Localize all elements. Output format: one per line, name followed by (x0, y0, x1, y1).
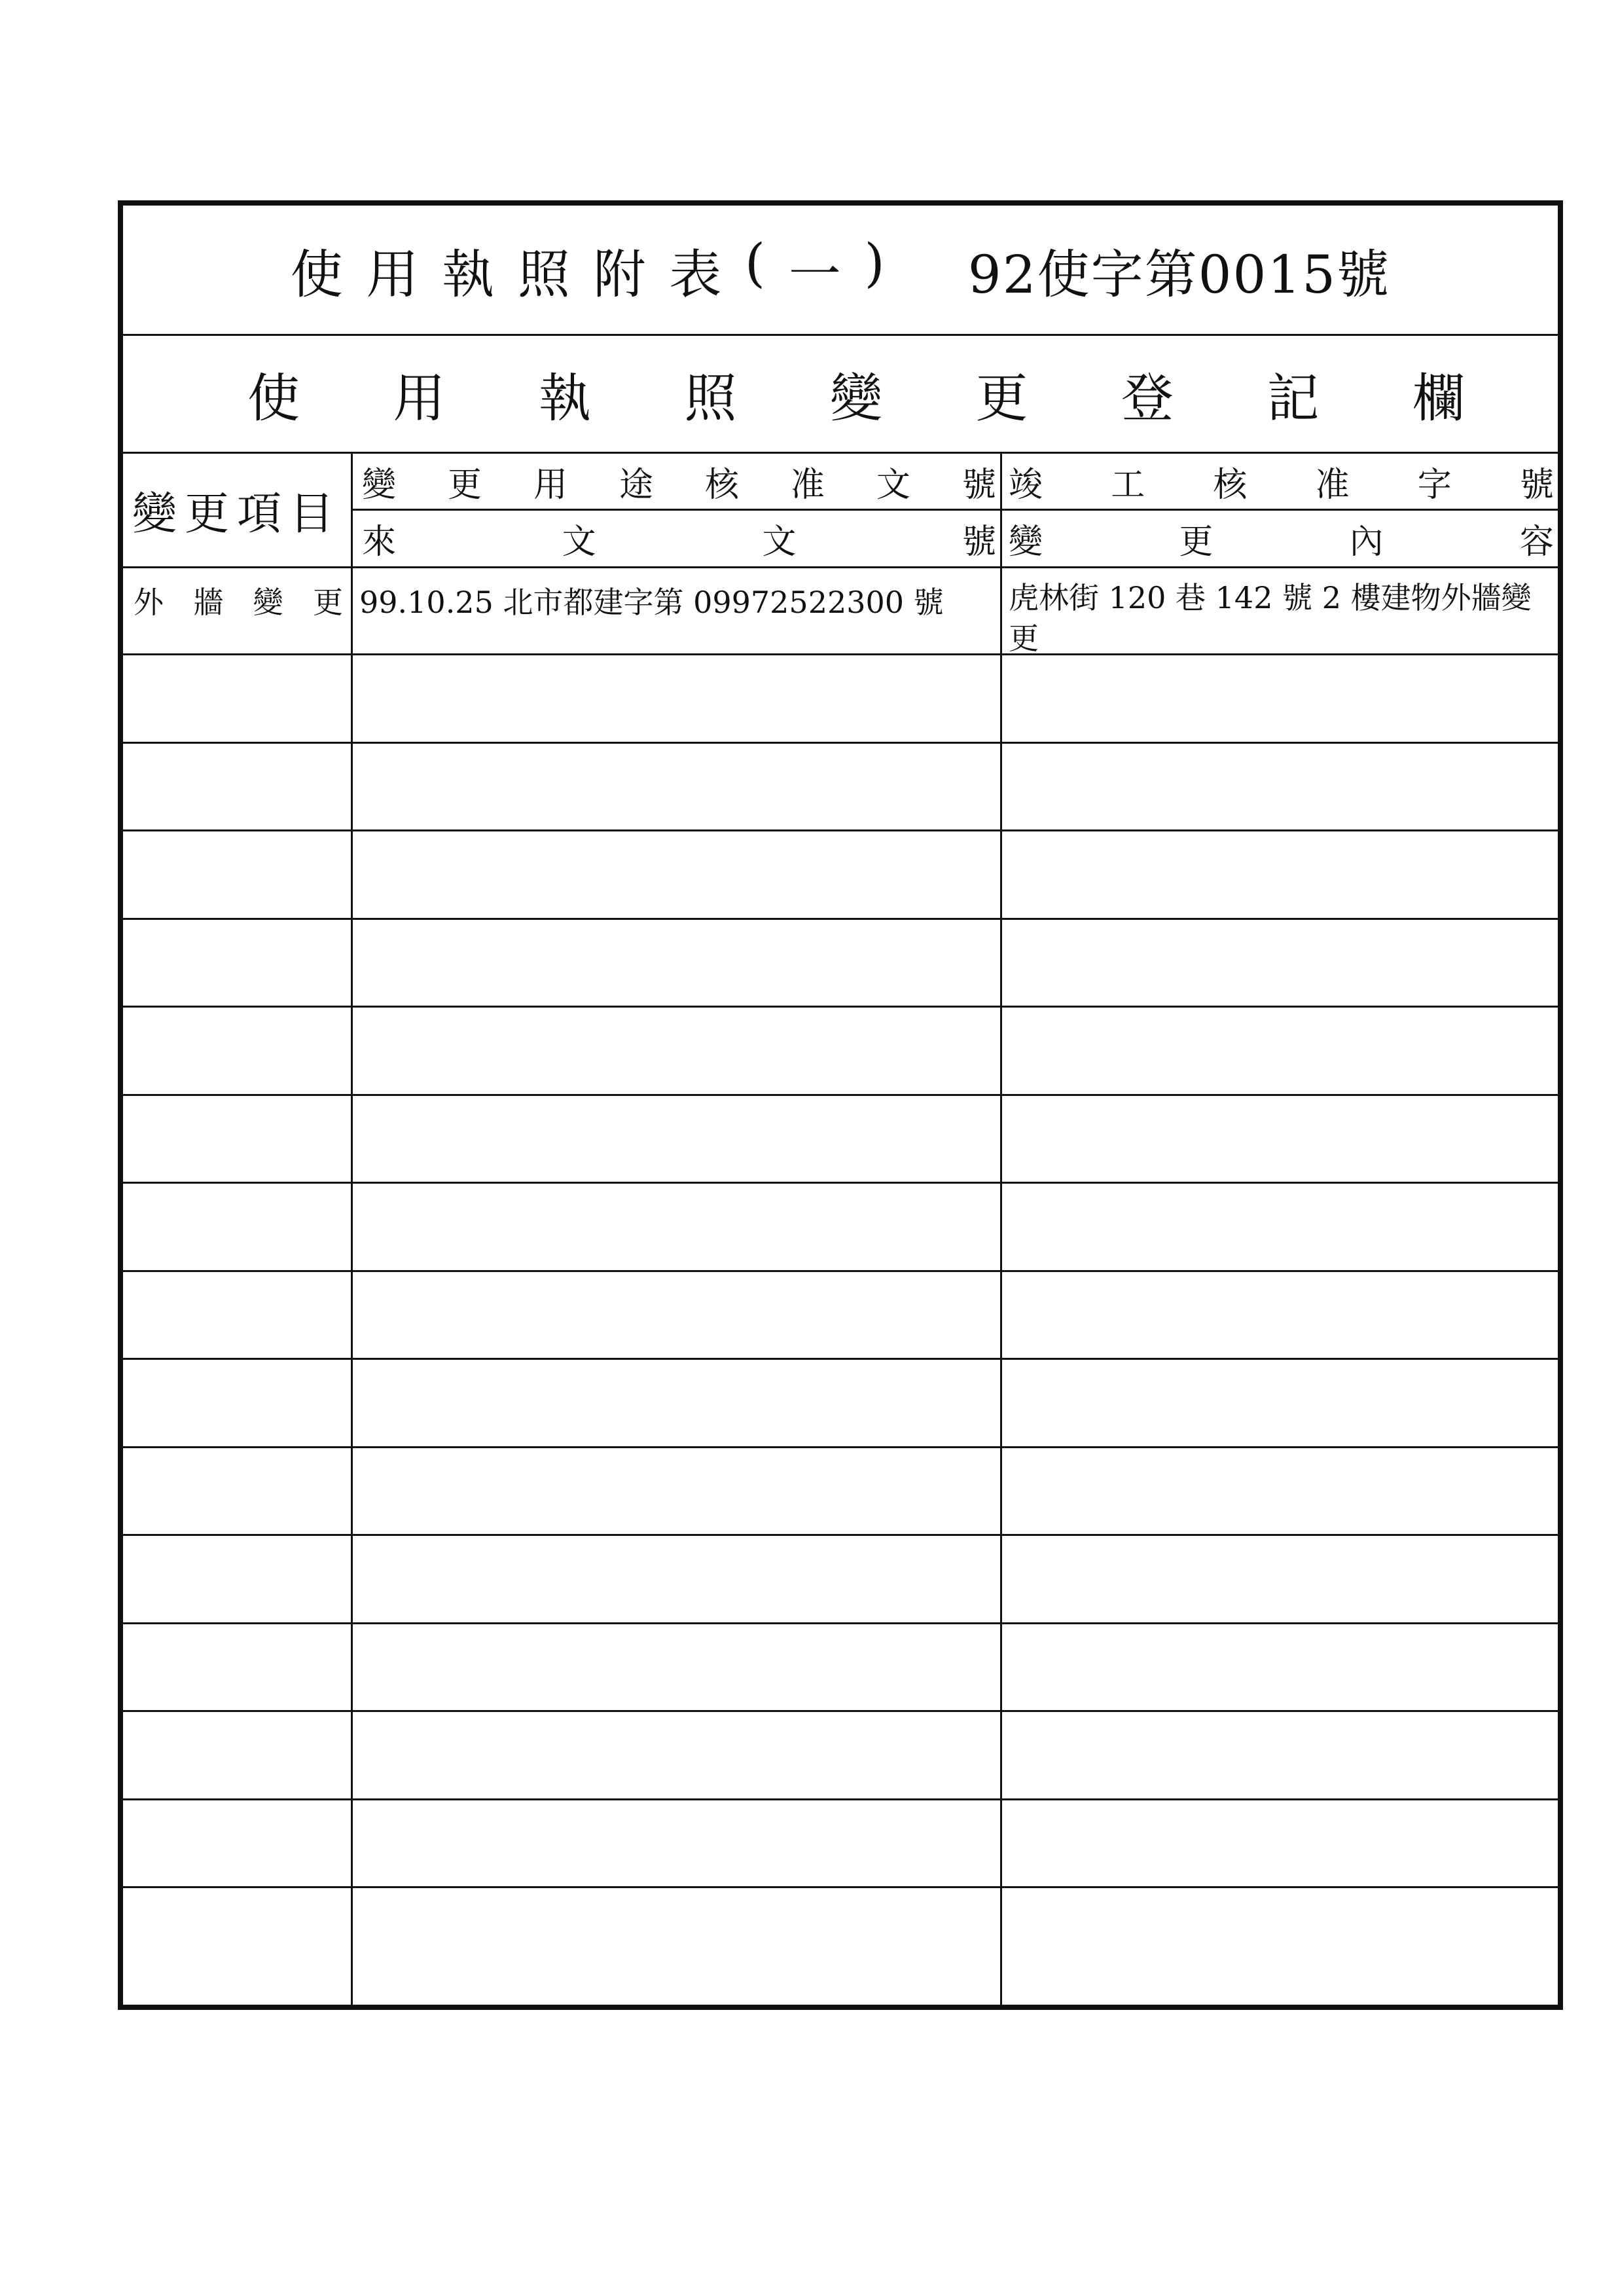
form-title (123, 206, 1558, 334)
header-change-content (1002, 511, 1558, 566)
row-1-document-number (353, 568, 1000, 653)
header-approval-number (353, 454, 1000, 509)
empty-row-divider (123, 1798, 1558, 1800)
header-approval-number-text: 變 更 用 途 核 准 文 號 (362, 465, 996, 505)
empty-row-divider (123, 918, 1558, 920)
row-1-content-text: 虎林街 120 巷 142 號 2 樓建物外牆變更 (1009, 580, 1532, 653)
empty-row-divider (123, 1006, 1558, 1008)
empty-row-divider (123, 1534, 1558, 1536)
empty-row-divider (123, 1182, 1558, 1184)
empty-row-divider (123, 1446, 1558, 1448)
empty-row-divider (123, 1622, 1558, 1624)
column-divider-1 (351, 452, 353, 2005)
empty-row-divider (123, 1094, 1558, 1096)
row-1-item-text: 外 牆 變 更 (134, 585, 343, 620)
empty-row-divider (123, 1710, 1558, 1712)
empty-row-divider (123, 1270, 1558, 1272)
row-1-bottom-border (123, 653, 1558, 655)
header-change-item (123, 454, 351, 566)
header-completion-number-text: 竣 工 核 准 字 號 (1009, 465, 1554, 505)
usage-permit-form (118, 200, 1563, 2010)
row-1-item (123, 568, 351, 653)
empty-row-divider (123, 1358, 1558, 1360)
header-change-content-text: 變 更 內 容 (1009, 522, 1554, 562)
form-title-number: 92使字第0015號 (967, 244, 1391, 305)
empty-row-divider (123, 742, 1558, 744)
form-title-main: 使 用 執 照 附 表 ( 一 ) (290, 232, 886, 305)
column-divider-2 (1000, 452, 1002, 2005)
form-subtitle (247, 336, 1465, 451)
header-incoming-doc (353, 511, 1000, 566)
row-1-content (1002, 568, 1558, 653)
empty-row-divider (123, 829, 1558, 831)
header-completion-number (1002, 454, 1558, 509)
header-incoming-doc-text: 來 文 文 號 (362, 522, 996, 562)
header-change-item-text: 變更項目 (132, 488, 342, 540)
form-subtitle-text: 使 用 執 照 變 更 登 記 欄 (247, 367, 1465, 429)
row-1-document-number-text: 99.10.25 北市都建字第 09972522300 號 (359, 585, 944, 620)
empty-row-divider (123, 1886, 1558, 1888)
